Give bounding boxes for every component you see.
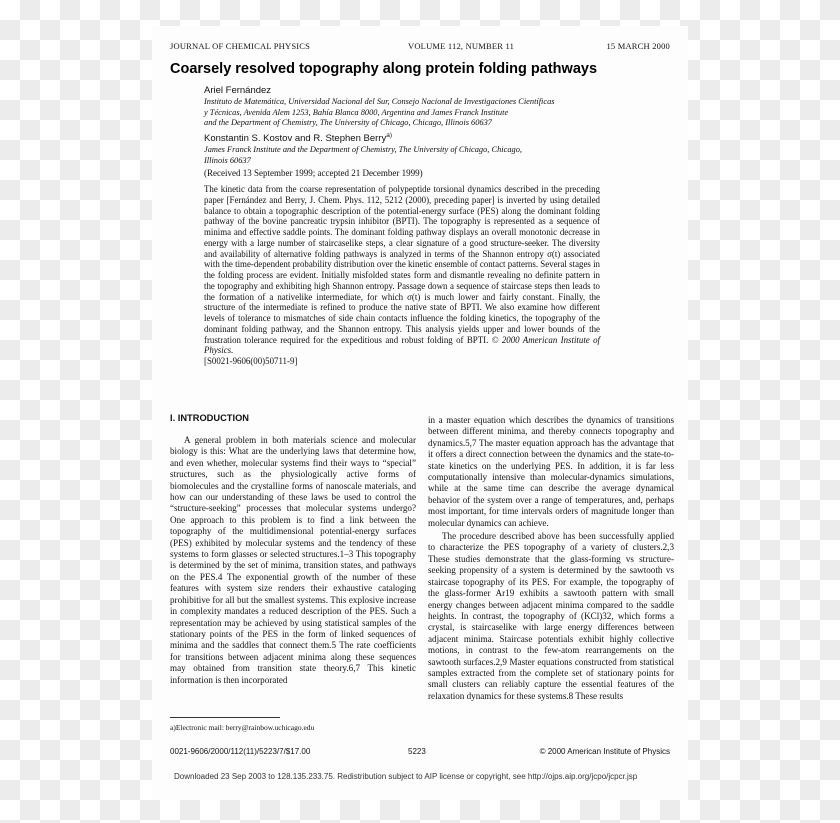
abstract-text <box>204 184 600 356</box>
paragraph: A general problem in both materials science and molecular biology is this: What are the underlying laws that determine how, and even whether, molecular systems find their ways to “special” structures, such as the physiologically active forms of biomolecules and the crystalline forms of nanoscale materials, and how can our understanding of these laws be used to control the “structure-seeking” processes that molecular systems undergo? One approach to this problem is to find a link between the topography of the multidimensional potential-energy surfaces (PES) exhibited by molecular systems and the tendency of these systems to form glasses or selected structures.1–3 This topography is determined by the set of minima, transition states, and pathways on the PES.4 The exponential growth of the number of these features with system size renders their exhaustive cataloging prohibitive for all but the smallest systems. This explosive increase in complexity mandates a reduced description of the PES. Such a representation may be achieved by using statistical samples of the stationary points of the PES in the form of linked sequences of minima and the saddles that connect them.5 The rate coefficients for transitions between adjacent minima along these sequences may obtained from transition state theory.6,7 This kinetic information is then incorporated <box>170 435 416 685</box>
volume-number: VOLUME 112, NUMBER 11 <box>408 41 515 51</box>
received-dates: (Received 13 September 1999; accepted 21 December 1999) <box>204 168 423 178</box>
doi: [S0021-9606(00)50711-9] <box>204 356 298 366</box>
affiliation <box>204 145 604 166</box>
affiliation-line: James Franck Institute and the Department of Chemistry, The University of Chicago, Chicago, <box>204 145 522 155</box>
author-block-2 <box>204 132 604 166</box>
abstract-copyright: © 2000 American Institute of Physics. <box>204 334 600 356</box>
journal-name: JOURNAL OF CHEMICAL PHYSICS <box>170 41 311 51</box>
journal-page <box>152 26 688 800</box>
issn-line: 0021-9606/2000/112(11)/5223/7/$17.00 <box>170 747 311 756</box>
issue-date: 15 MARCH 2000 <box>606 41 670 51</box>
affiliation-line: and the Department of Chemistry, The University of Chicago, Chicago, Illinois 60637 <box>204 118 492 127</box>
affiliation-line: Instituto de Matemática, Universidad Nacional del Sur, Consejo Nacional de Investigaciones Científicas <box>204 97 555 106</box>
affiliation-line: Illinois 60637 <box>204 155 251 165</box>
publisher-copyright: © 2000 American Institute of Physics <box>539 747 670 756</box>
affiliation <box>204 97 604 129</box>
abstract-body: The kinetic data from the coarse representation of polypeptide torsional dynamics described in the preceding paper [Fernández and Berry, J. Chem. Phys. 112, 5212 (2000), preceding paper] is inverted by using detailed balance to obtain a topographic description of the potential-energy surface (PES) along the dominant folding pathway of the bovine pancreatic trypsin inhibitor (BPTI). The topography is represented as a sequence of minima and effective saddle points. The dominant folding pathway displays an overall monotonic decrease in energy with a large number of staircaselike steps, a clear signature of a good structure-seeker. The diversity and availability of alternative folding pathways is analyzed in terms of the Shannon entropy σ(t) associated with the time-dependent probability distribution over the kinetic ensemble of contact patterns. Several stages in the folding process are evident. Initially misfolded states form and dismantle revealing no definite pattern in the topography and exhibiting high Shannon entropy. Passage down a sequence of staircase steps then leads to the formation of a nativelike intermediate, for which σ(t) is much lower and fairly constant. Finally, the structure of the intermediate is refined to produce the native state of BPTI. We also examine how different levels of tolerance to mismatches of side chain contacts influence the folding kinetics, the topography of the dominant folding pathway, and the Shannon entropy. This analysis yields upper and lower bounds of the frustration tolerance required for the expeditious and robust folding of BPTI. <box>204 184 600 345</box>
affiliation-line: y Técnicas, Avenida Alem 1253, Bahía Blanca 8000, Argentina and James Franck Institute <box>204 107 509 117</box>
footnote: a)Electronic mail: berry@rainbow.uchicago.edu <box>170 723 315 732</box>
author-names <box>204 132 604 144</box>
footnote-mark: a) <box>386 132 392 139</box>
paragraph: in a master equation which describes the dynamics of transitions between different minima, and thereby connects topography and dynamics.5,7 The master equation approach has the advantage that it offers a direct connection between the dynamics and the state-to-state kinetics on the underlying PES. In addition, it is far less computationally intensive than molecular-dynamics simulations, while at the same time can describe the average dynamical behavior of the system over a range of temperatures, and, perhaps most important, for time intervals orders of magnitude longer than molecular dynamics can achieve. <box>428 415 674 528</box>
download-notice: Downloaded 23 Sep 2003 to 128.135.233.75. Redistribution subject to AIP license or copyright, see http://ojps.aip.org/jcpo/jcpcr.jsp <box>174 772 638 781</box>
author-names: Ariel Fernández <box>204 85 272 96</box>
paragraph: The procedure described above has been successfully applied to characterize the PES topography of a variety of clusters.2,3 These studies demonstrate that the glass-forming vs structure-seeking propensity of a system is determined by the sawtooth vs staircase topography of its PES. For example, the topography of the glass-former Ar19 exhibits a sawtooth pattern with small energy changes between adjacent minima compared to the saddle heights. In contrast, the topography of (KCl)32, which forms a crystal, is staircaselike with large energy differences between adjacent minima. Staircase potentials exhibit highly collective motions, in contrast to the few-atom rearrangements on the sawtooth surfaces.2,9 Master equations constructed from statistical samples extracted from the complete set of stationary points for small clusters can reliably capture the essential features of the relaxation dynamics for these systems.8 These results <box>428 531 674 701</box>
section-heading: I. INTRODUCTION <box>170 413 250 423</box>
left-column <box>170 435 416 686</box>
footnote-rule <box>170 717 280 718</box>
article-title: Coarsely resolved topography along protein folding pathways <box>170 61 598 77</box>
page-number: 5223 <box>408 747 426 756</box>
abstract <box>204 184 600 367</box>
author-block-1 <box>204 85 604 129</box>
author-names-text: Konstantin S. Kostov and R. Stephen Berry <box>204 133 387 145</box>
right-column <box>428 415 674 702</box>
